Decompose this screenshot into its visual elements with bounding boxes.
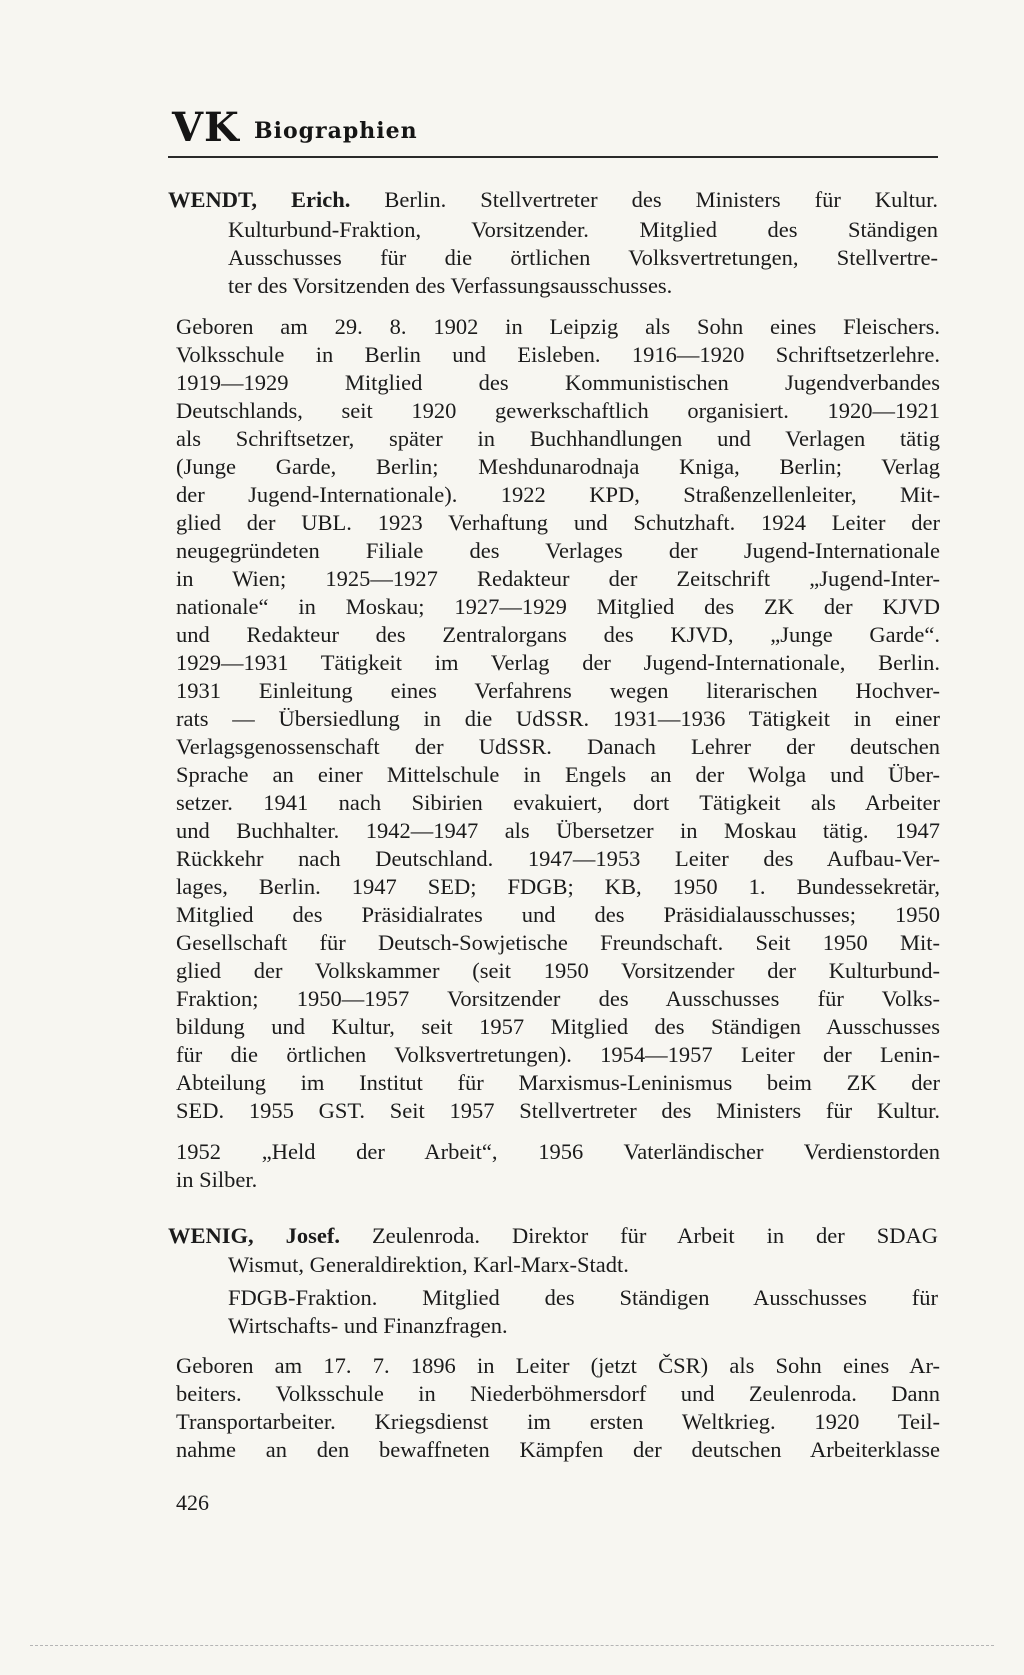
- text-line: setzer. 1941 nach Sibirien evakuiert, dort Tätigkeit als Arbeiter: [176, 790, 940, 815]
- text-line: für die örtlichen Volksvertretungen). 1954—1957 Leiter der Lenin-: [176, 1042, 940, 1067]
- text-line: Wismut, Generaldirektion, Karl-Marx-Stadt.: [228, 1252, 629, 1277]
- text-line: Deutschlands, seit 1920 gewerkschaftlich organisiert. 1920—1921: [176, 398, 940, 423]
- text-line: glied der UBL. 1923 Verhaftung und Schutzhaft. 1924 Leiter der: [176, 510, 940, 535]
- text-line: 1952 „Held der Arbeit“, 1956 Vaterländischer Verdienstorden: [176, 1139, 940, 1164]
- text-line: SED. 1955 GST. Seit 1957 Stellvertreter des Ministers für Kultur.: [176, 1098, 940, 1123]
- text-line: als Schriftsetzer, später in Buchhandlungen und Verlagen tätig: [176, 426, 940, 451]
- text-line: Mitglied des Präsidialrates und des Präsidialausschusses; 1950: [176, 902, 940, 927]
- text-line: Ausschusses für die örtlichen Volksvertretungen, Stellvertre-: [228, 245, 938, 270]
- text-line: in Wien; 1925—1927 Redakteur der Zeitschrift „Jugend-Inter-: [176, 566, 940, 591]
- entry-lead-text: Zeulenroda. Direktor für Arbeit in der SDAG: [371, 1223, 938, 1248]
- entry-headline: [168, 1222, 938, 1250]
- header-rule: [168, 156, 938, 158]
- text-line: Volksschule in Berlin und Eisleben. 1916—1920 Schriftsetzerlehre.: [176, 342, 940, 367]
- text-line: Rückkehr nach Deutschland. 1947—1953 Leiter des Aufbau-Ver-: [176, 846, 940, 871]
- text-line: und Buchhalter. 1942—1947 als Übersetzer in Moskau tätig. 1947: [176, 818, 940, 843]
- text-line: Fraktion; 1950—1957 Vorsitzender des Ausschusses für Volks-: [176, 986, 940, 1011]
- text-line: Gesellschaft für Deutsch-Sowjetische Freundschaft. Seit 1950 Mit-: [176, 930, 940, 955]
- running-title: Biographien: [254, 118, 418, 144]
- text-line: Abteilung im Institut für Marxismus-Leninismus beim ZK der: [176, 1070, 940, 1095]
- text-line: Sprache an einer Mittelschule in Engels an der Wolga und Über-: [176, 762, 940, 787]
- text-line: neugegründeten Filiale des Verlages der Jugend-Internationale: [176, 538, 940, 563]
- text-line: beiters. Volksschule in Niederböhmersdorf und Zeulenroda. Dann: [176, 1381, 940, 1406]
- text-line: 1929—1931 Tätigkeit im Verlag der Jugend-Internationale, Berlin.: [176, 650, 940, 675]
- text-line: Kulturbund-Fraktion, Vorsitzender. Mitglied des Ständigen: [228, 217, 938, 242]
- text-line: FDGB-Fraktion. Mitglied des Ständigen Ausschusses für: [228, 1285, 938, 1310]
- section-mark: VK: [172, 104, 240, 151]
- running-header: [172, 104, 940, 154]
- entry-lead-text: Berlin. Stellvertreter des Ministers für Kultur.: [384, 187, 938, 212]
- scan-edge-rule: [30, 1645, 994, 1646]
- entry-headline: [168, 186, 938, 214]
- text-line: bildung und Kultur, seit 1957 Mitglied des Ständigen Ausschusses: [176, 1014, 940, 1039]
- text-line: rats — Übersiedlung in die UdSSR. 1931—1936 Tätigkeit in einer: [176, 706, 940, 731]
- text-line: Verlagsgenossenschaft der UdSSR. Danach Lehrer der deutschen: [176, 734, 940, 759]
- text-line: 1919—1929 Mitglied des Kommunistischen Jugendverbandes: [176, 370, 940, 395]
- page-number: 426: [176, 1490, 209, 1515]
- text-line: in Silber.: [176, 1167, 258, 1192]
- text-line: 1931 Einleitung eines Verfahrens wegen literarischen Hochver-: [176, 678, 940, 703]
- text-line: Wirtschafts- und Finanzfragen.: [228, 1313, 508, 1338]
- text-line: nationale“ in Moskau; 1927—1929 Mitglied des ZK der KJVD: [176, 594, 940, 619]
- text-line: Geboren am 29. 8. 1902 in Leipzig als Sohn eines Fleischers.: [176, 314, 940, 339]
- text-line: (Junge Garde, Berlin; Meshdunarodnaja Kniga, Berlin; Verlag: [176, 454, 940, 479]
- entry-name: WENDT, Erich.: [168, 187, 351, 212]
- text-line: ter des Vorsitzenden des Verfassungsausschusses.: [228, 273, 673, 298]
- text-line: glied der Volkskammer (seit 1950 Vorsitzender der Kulturbund-: [176, 958, 940, 983]
- text-line: und Redakteur des Zentralorgans des KJVD, „Junge Garde“.: [176, 622, 940, 647]
- text-line: der Jugend-Internationale). 1922 KPD, Straßenzellenleiter, Mit-: [176, 482, 940, 507]
- text-line: Transportarbeiter. Kriegsdienst im ersten Weltkrieg. 1920 Teil-: [176, 1409, 940, 1434]
- text-line: nahme an den bewaffneten Kämpfen der deutschen Arbeiterklasse: [176, 1437, 940, 1462]
- text-line: lages, Berlin. 1947 SED; FDGB; KB, 1950 1. Bundessekretär,: [176, 874, 940, 899]
- text-line: Geboren am 17. 7. 1896 in Leiter (jetzt ČSR) als Sohn eines Ar-: [176, 1353, 940, 1378]
- entry-name: WENIG, Josef.: [168, 1223, 340, 1248]
